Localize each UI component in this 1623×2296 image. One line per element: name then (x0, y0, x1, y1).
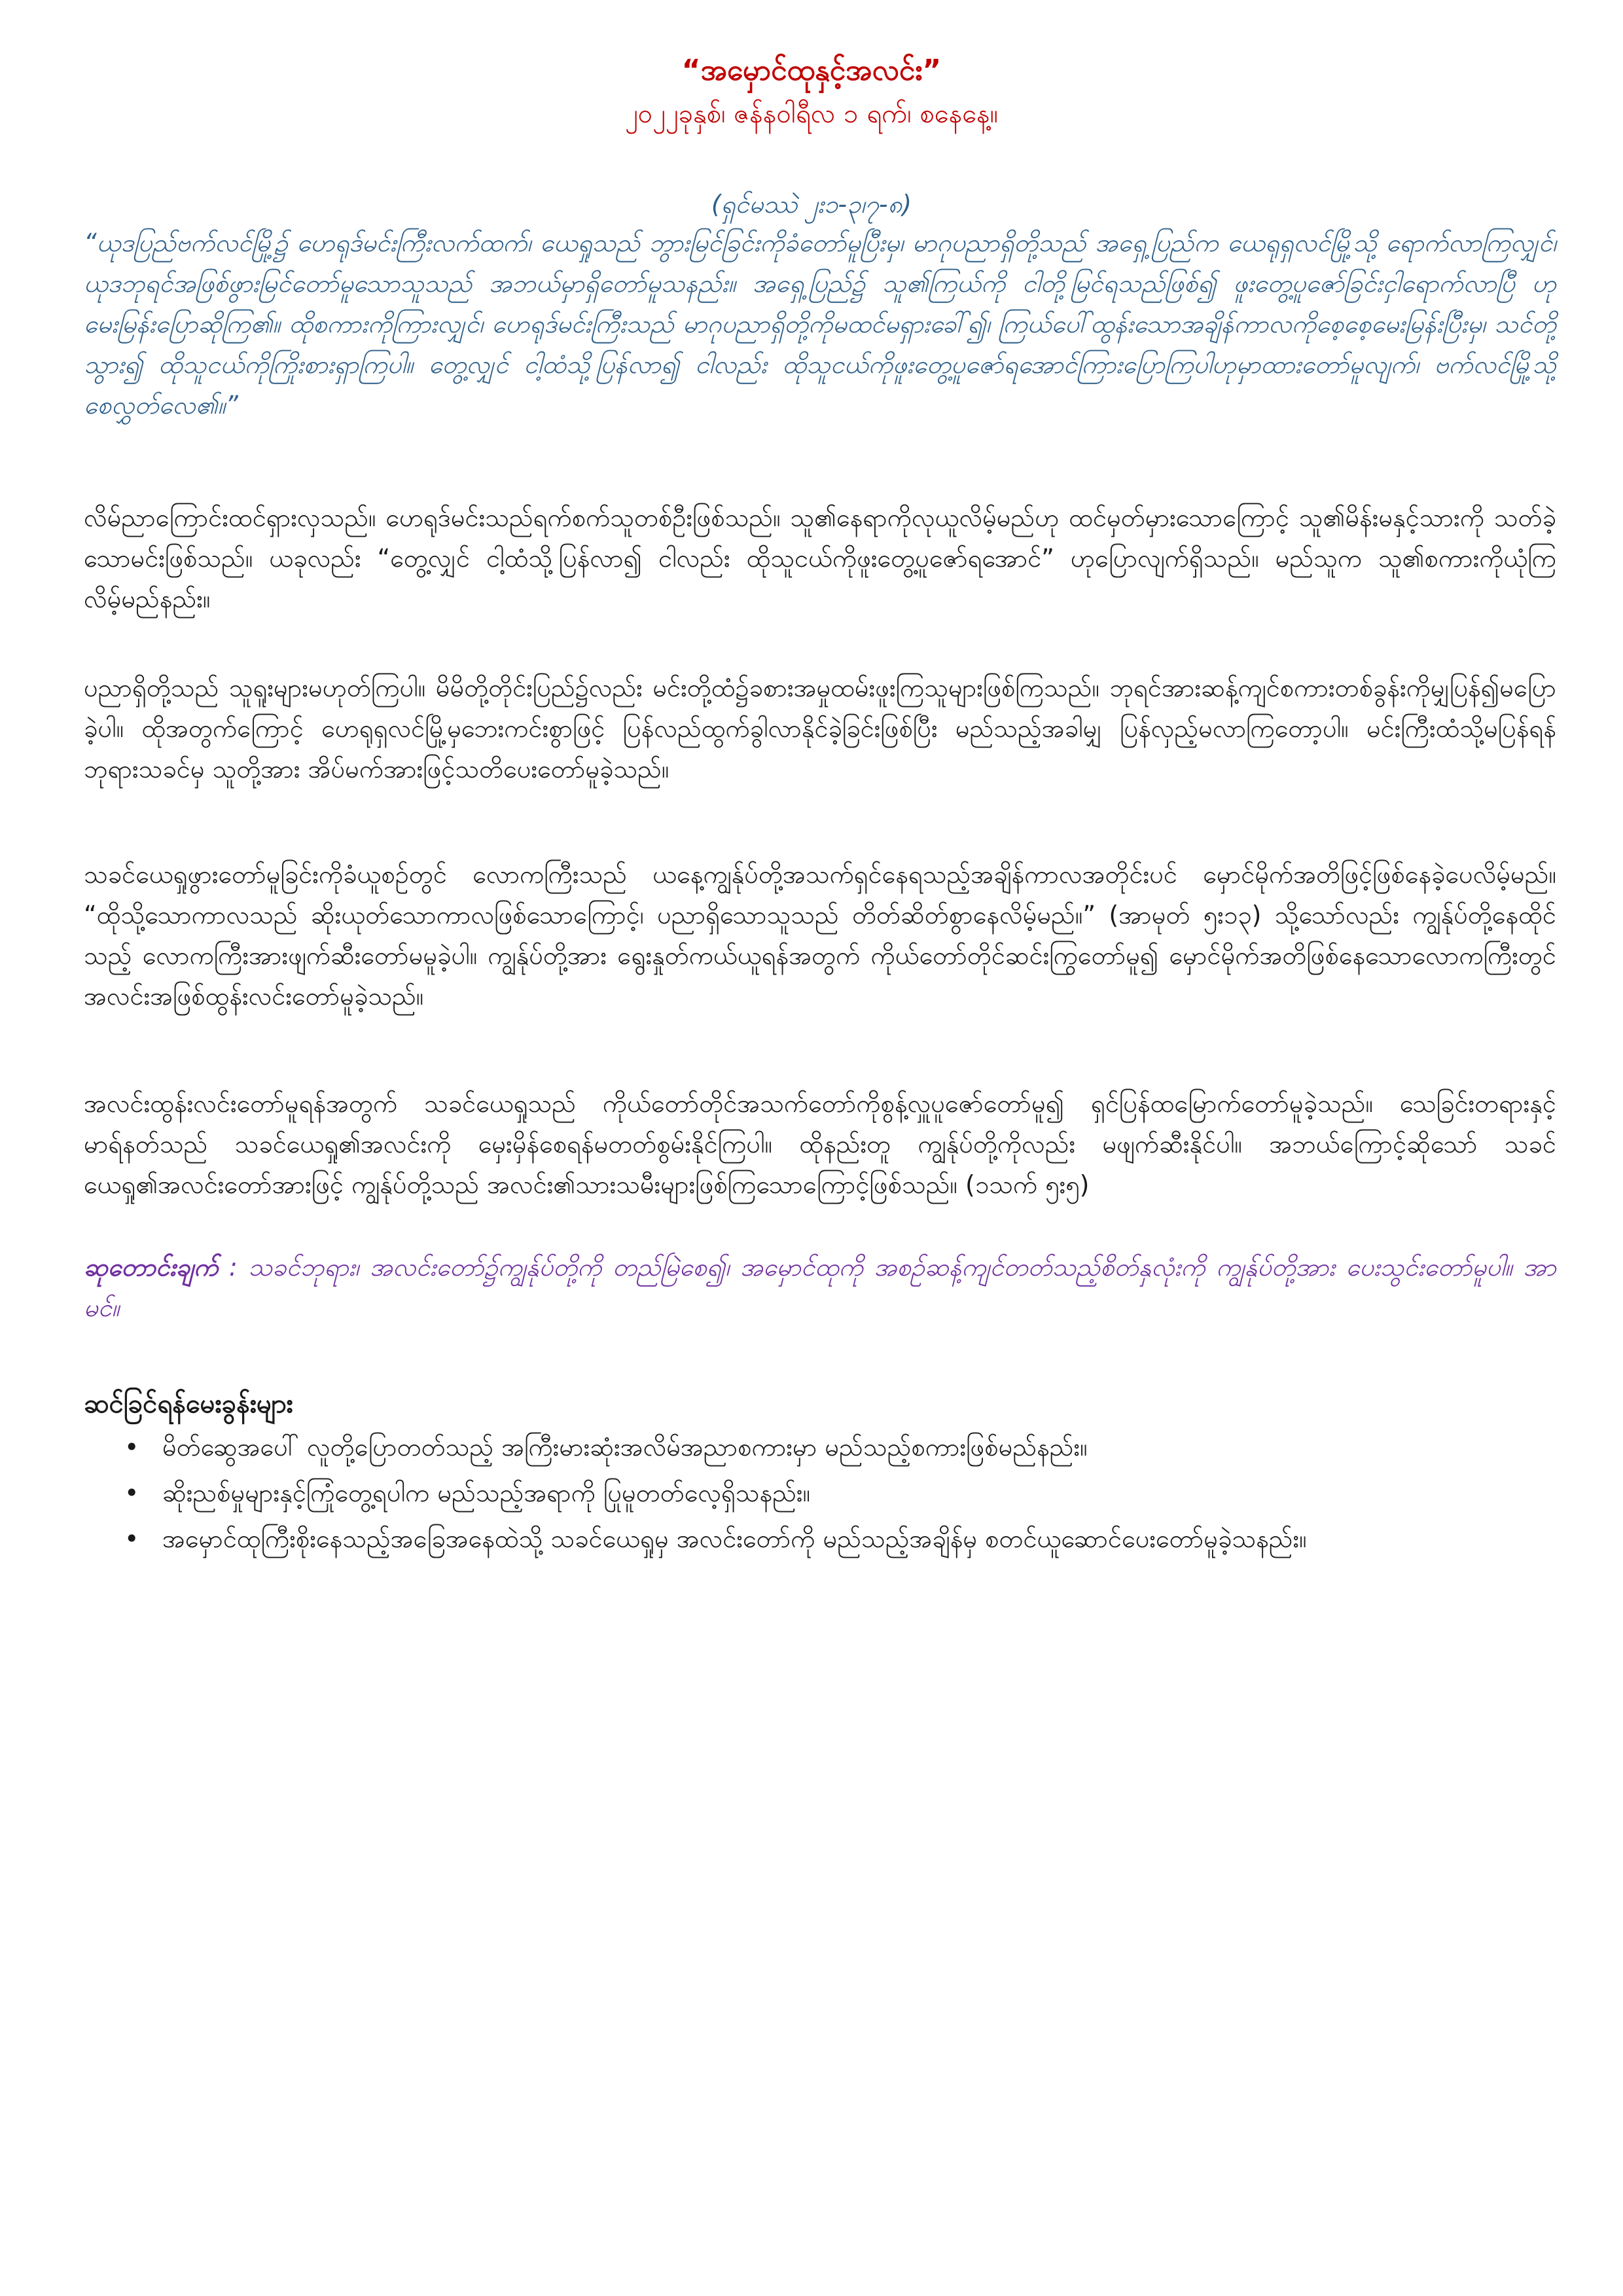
questions-heading: ဆင်ခြင်ရန်မေးခွန်းများ (84, 1389, 293, 1419)
body-paragraph-2: ပညာရှိတို့သည် သူရူးများမဟုတ်ကြပါ။ မိမိတို့တိုင်းပြည်၌လည်း မင်းတို့ထံ၌ခစားအမှုထမ်းဖူးကြသူများဖြစ်ကြသည်။ ဘုရင်အားဆန့်ကျင်စကားတစ်ခွန်းကိုမျှပြန်၍မပြောခဲ့ပါ။ ထိုအတွက်ကြောင့် ဟေရုရှလင်မြို့မှဘေးကင်းစွာဖြင့် ပြန်လည်ထွက်ခွါလာနိုင်ခဲ့ခြင်းဖြစ်ပြီး မည်သည့်အခါမျှ ပြန်လှည့်မလာကြတော့ပါ။ မင်းကြီးထံသို့မပြန်ရန် ဘုရားသခင်မှ သူတို့အား အိပ်မက်အားဖြင့်သတိပေးတော်မူခဲ့သည်။ (84, 673, 1556, 783)
page-date: ၂၀၂၂ခုနှစ်၊ ဇန်နဝါရီလ ၁ ရက်၊ စနေနေ့။ (625, 99, 998, 129)
question-item-3 (84, 1518, 1556, 1559)
page-title: “အမှောင်ထုနှင့်အလင်း” (681, 54, 942, 87)
question-text: အမှောင်ထုကြီးစိုးနေသည့်အခြေအနေထဲသို့ သခင်ယေရှုမှ အလင်းတော်ကို မည်သည့်အချိန်မှ စတင်ယူဆောင်ပေးတော်မူခဲ့သနည်း။ (162, 1524, 1307, 1553)
body-paragraph-3: သခင်ယေရှုဖွားတော်မူခြင်းကိုခံယူစဥ်တွင် လောကကြီးသည် ယနေ့ကျွန်ုပ်တို့အသက်ရှင်နေရသည့်အချိန်ကာလအတိုင်းပင် မှောင်မိုက်အတိဖြင့်ဖြစ်နေခဲ့ပေလိမ့်မည်။ “ထိုသို့သောကာလသည် ဆိုးယုတ်သောကာလဖြစ်သောကြောင့်၊ ပညာရှိသောသူသည် တိတ်ဆိတ်စွာနေလိမ့်မည်။” (အာမုတ် ၅း၁၃) သို့သော်လည်း ကျွန်ုပ်တို့နေထိုင်သည့် လောကကြီးအားဖျက်ဆီးတော်မမူခဲ့ပါ။ ကျွန်ုပ်တို့အား ရွေးနှုတ်ကယ်ယူရန်အတွက် ကိုယ်တော်တိုင်ဆင်းကြွတော်မူ၍ မှောင်မိုက်အတိဖြစ်နေသောလောကကြီးတွင် အလင်းအဖြစ်ထွန်းလင်းတော်မူခဲ့သည်။ (84, 860, 1556, 1011)
body-paragraph-1: လိမ်ညာကြောင်းထင်ရှားလှသည်။ ဟေရုဒ်မင်းသည်ရက်စက်သူတစ်ဦးဖြစ်သည်။ သူ၏နေရာကိုလုယူလိမ့်မည်ဟု ထင်မှတ်မှားသောကြောင့် သူ၏မိန်းမနှင့်သားကို သတ်ခဲ့သောမင်းဖြစ်သည်။ ယခုလည်း “တွေ့လျှင် ငါ့ထံသို့ပြန်လာ၍ ငါလည်း ထိုသူငယ်ကိုဖူးတွေ့ပူဇော်ရအောင်” ဟုပြောလျက်ရှိသည်။ မည်သူက သူ၏စကားကိုယုံကြလိမ့်မည်နည်း။ (84, 503, 1556, 613)
bullet-icon: • (124, 1433, 139, 1462)
prayer-text: : သခင်ဘုရား၊ အလင်းတော်၌ကျွန်ုပ်တို့ကို တည်မြဲစေ၍၊ အမှောင်ထုကို အစဉ်ဆန့်ကျင်တတ်သည့်စိတ်နှလုံးကို ကျွန်ုပ်တို့အား ပေးသွင်းတော်မူပါ။ အာမင်။ (84, 1253, 1556, 1322)
question-item-1 (84, 1427, 1556, 1467)
prayer-label: ဆုတောင်းချက် (84, 1253, 219, 1282)
question-item-2 (84, 1473, 1556, 1513)
scripture-text: “ယုဒပြည်ဗက်လင်မြို့၌ ဟေရုဒ်မင်းကြီးလက်ထက်၊ ယေရှုသည် ဘွားမြင်ခြင်းကိုခံတော်မူပြီးမှ၊ မာဂုပညာရှိတို့သည် အရှေ့ပြည်က ယေရုရှလင်မြို့သို့ ရောက်လာကြလျှင်၊ ယုဒဘုရင်အဖြစ်ဖွားမြင်တော်မူသောသူသည် အဘယ်မှာရှိတော်မူသနည်း။ အရှေ့ပြည်၌ သူ၏ကြယ်ကို ငါတို့မြင်ရသည်ဖြစ်၍ ဖူးတွေ့ပူဇော်ခြင်းငှါရောက်လာပြီ ဟုမေးမြန်းပြောဆိုကြ၏။ ထိုစကားကိုကြားလျှင်၊ ဟေရုဒ်မင်းကြီးသည် မာဂုပညာရှိတို့ကိုမထင်မရှားခေါ်၍၊ ကြယ်ပေါ်ထွန်းသောအချိန်ကာလကိုစေ့စေ့မေးမြန်းပြီးမှ၊ သင်တို့သွား၍ ထိုသူငယ်ကိုကြိုးစားရှာကြပါ။ တွေ့လျှင် ငါ့ထံသို့ပြန်လာ၍ ငါလည်း ထိုသူငယ်ကိုဖူးတွေ့ပူဇော်ရအောင်ကြားပြောကြပါဟုမှာထားတော်မူလျက်၊ ဗက်လင်မြို့သို့စေလွှတ်လေ၏။” (84, 228, 1556, 420)
question-text: ဆိုးညစ်မှုများနှင့်ကြုံတွေ့ရပါက မည်သည့်အရာကို ပြုမူတတ်လေ့ရှိသနည်း။ (162, 1479, 811, 1507)
questions-list (84, 1427, 1556, 1564)
question-text: မိတ်ဆွေအပေါ် လူတို့ပြောတတ်သည့် အကြီးမားဆုံးအလိမ်အညာစကားမှာ မည်သည့်စကားဖြစ်မည်နည်း။ (162, 1433, 1088, 1462)
bullet-icon: • (124, 1524, 139, 1553)
bullet-icon: • (124, 1479, 139, 1507)
body-paragraph-4: အလင်းထွန်းလင်းတော်မူရန်အတွက် သခင်ယေရှုသည် ကိုယ်တော်တိုင်အသက်တော်ကိုစွန့်လှူပူဇော်တော်မူ၍ ရှင်ပြန်ထမြောက်တော်မူခဲ့သည်။ သေခြင်းတရားနှင့်မာရ်နတ်သည် သခင်ယေရှု၏အလင်းကို မှေးမှိန်စေရန်မတတ်စွမ်းနိုင်ကြပါ။ ထိုနည်းတူ ကျွန်ုပ်တို့ကိုလည်း မဖျက်ဆီးနိုင်ပါ။ အဘယ်ကြောင့်ဆိုသော် သခင်ယေရှု၏အလင်းတော်အားဖြင့် ကျွန်ုပ်တို့သည် အလင်း၏သားသမီးများဖြစ်ကြသောကြောင့်ဖြစ်သည်။ (၁သက် ၅း၅) (84, 1089, 1556, 1199)
scripture-reference: (ရှင်မဿဲ ၂း၁-၃၊၇-၈) (711, 190, 912, 219)
prayer (84, 1247, 1556, 1328)
